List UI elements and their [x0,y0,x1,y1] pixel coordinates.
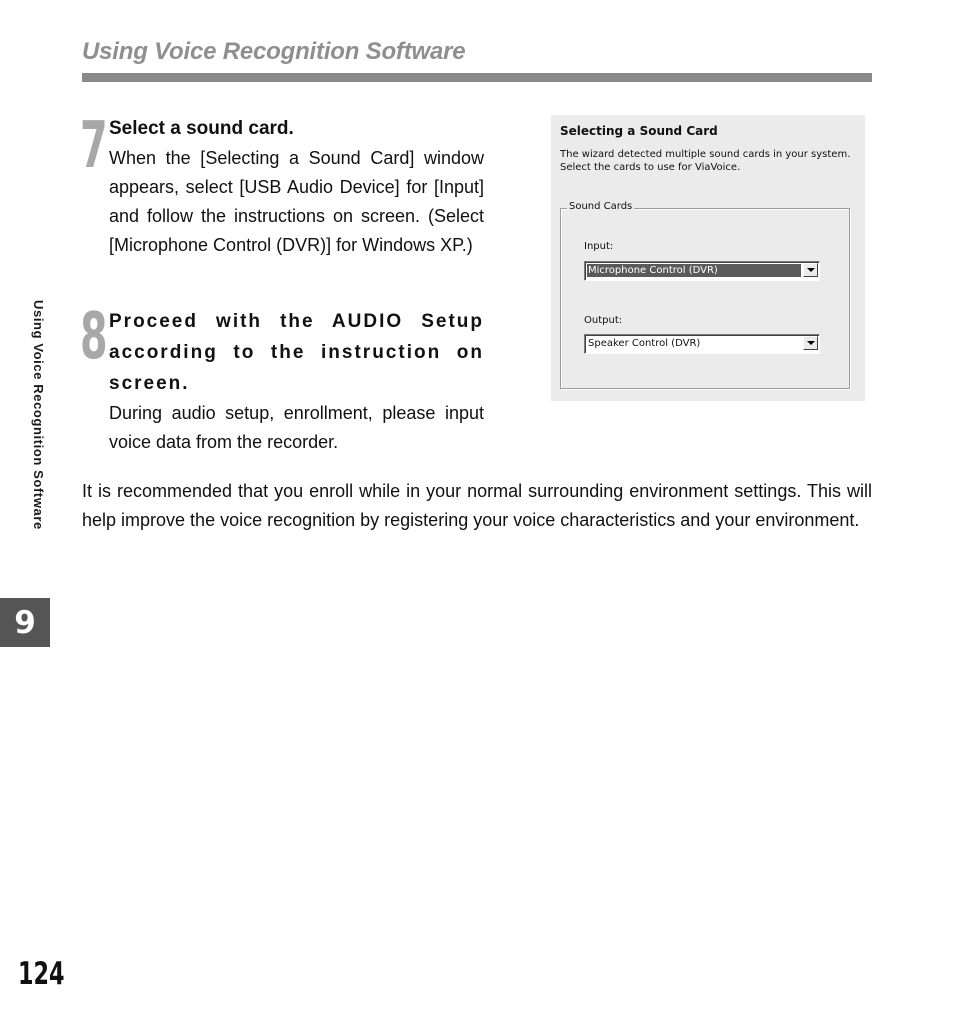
step-8-body: During audio setup, enrollment, please input voice data from the recorder. [109,403,484,452]
output-dropdown-button[interactable] [803,336,818,350]
header-rule [82,73,872,82]
input-select[interactable] [584,261,820,281]
chapter-tab [0,598,50,647]
page-number: 124 [18,956,65,992]
side-section-label: Using Voice Recognition Software [31,300,46,530]
input-dropdown-button[interactable] [803,263,818,277]
dialog-description-line-2: Select the cards to use for ViaVoice. [560,162,741,173]
dialog-description [560,148,850,174]
dialog-description-line-1: The wizard detected multiple sound cards in your system. [560,149,851,160]
sound-cards-groupbox [560,201,850,389]
recommendation-paragraph: It is recommended that you enroll while in your normal surrounding environment settings. This will help improve the voice recognition by registering your voice characteristics and your environment. [82,481,872,530]
step-7-body: When the [Selecting a Sound Card] window appears, select [USB Audio Device] for [Input] and follow the instructions on screen. (Select [Microphone Control (DVR)] for Windows XP.) [109,148,484,255]
dialog-title: Selecting a Sound Card [560,124,718,138]
input-label: Input: [584,241,614,252]
step-8-number: 8 [80,300,108,374]
input-select-value: Microphone Control (DVR) [587,264,801,277]
step-7-number: 7 [80,109,108,183]
step-7-heading: Select a sound card. [109,118,294,139]
header-title: Using Voice Recognition Software [82,38,466,65]
output-select[interactable] [584,334,820,354]
chapter-number: 9 [14,604,36,641]
sound-card-dialog [551,115,865,401]
chevron-down-icon [807,268,815,272]
output-select-value: Speaker Control (DVR) [588,338,701,349]
sound-cards-group-label: Sound Cards [569,201,633,212]
output-label: Output: [584,315,623,326]
chevron-down-icon [807,341,815,345]
step-8-heading: Proceed with the AUDIO Setup according to the instruction on screen. [109,311,484,394]
